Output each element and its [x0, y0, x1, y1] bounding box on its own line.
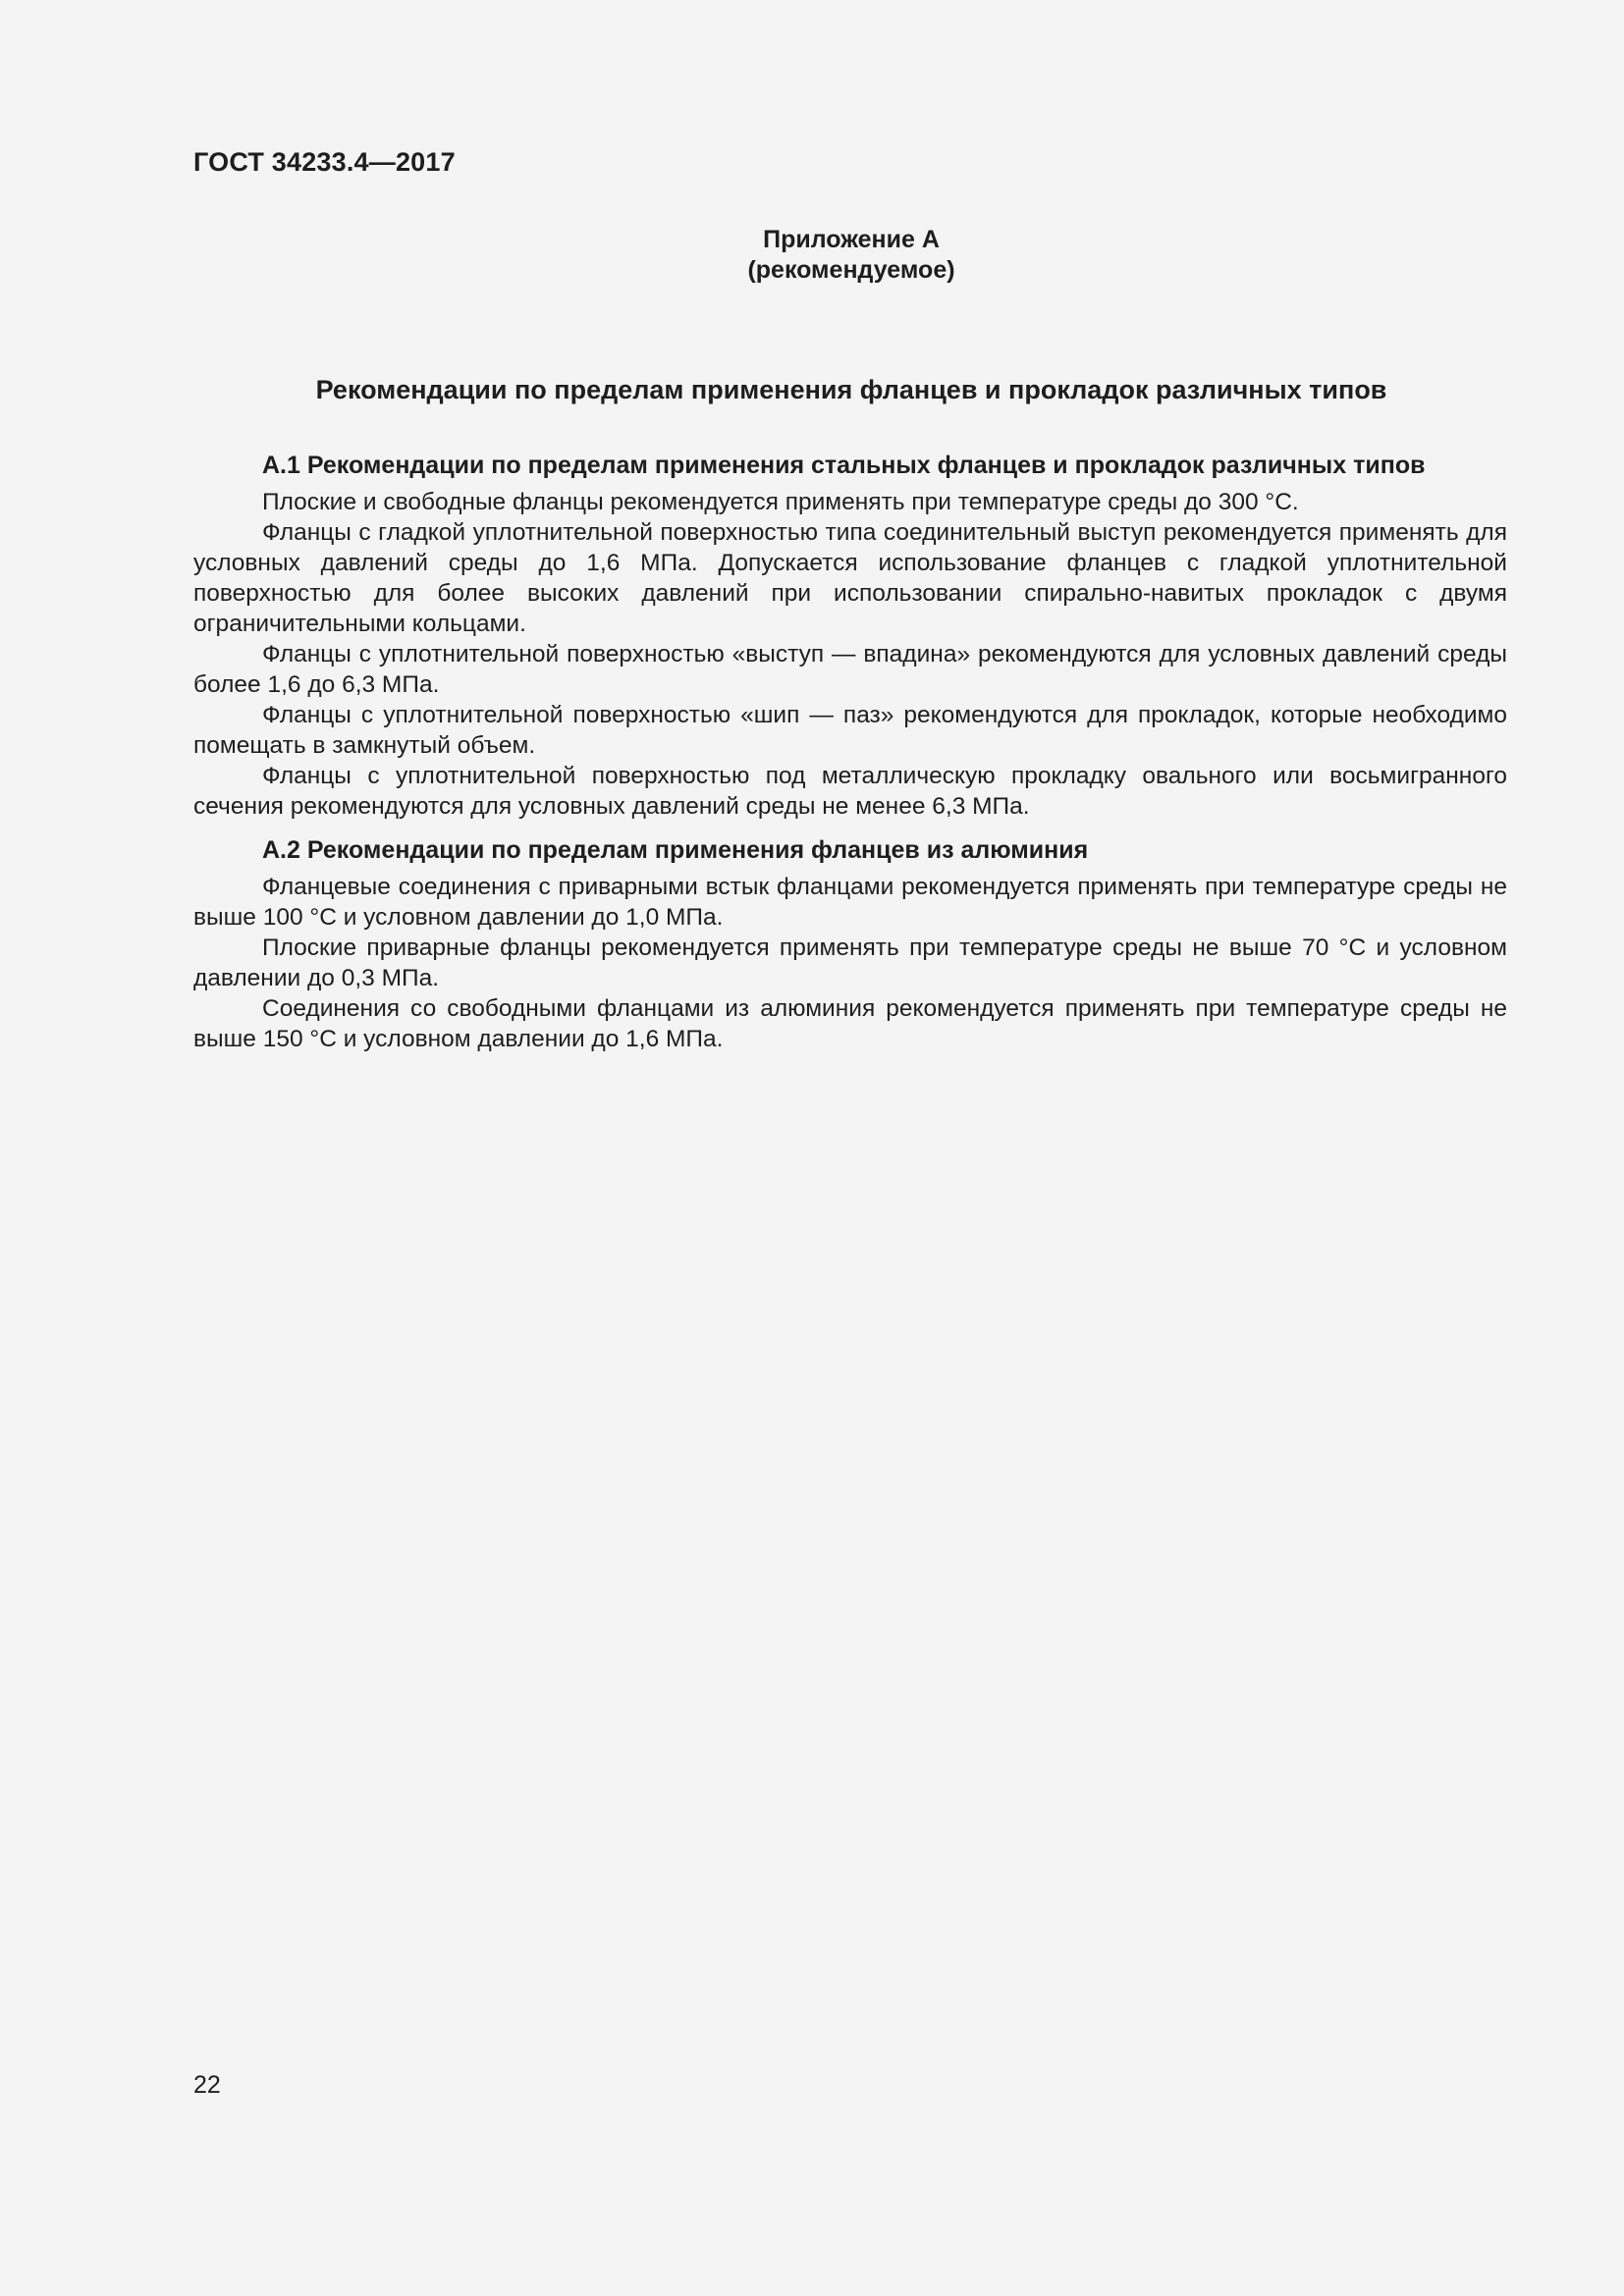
paragraph: Плоские и свободные фланцы рекомендуется применять при температуре среды до 300 °C. [262, 489, 1299, 515]
appendix-title: Приложение А [763, 226, 940, 253]
paragraph: Соединения со свободными фланцами из алюминия рекомендуется применять при температуре среды не выше 150 °C и условном давлении до 1,6 МПа. [193, 995, 1507, 1052]
section-a2 [193, 835, 1507, 1054]
paragraph: Фланцы с гладкой уплотнительной поверхностью типа соединительный выступ рекомендуется применять для условных давлений среды до 1,6 МПа. Допускается использование фланцев с гладкой уплотнительной поверхностью для более высоких давлений при использовании спирально-навитых прокладок с двумя ограничительными кольцами. [193, 519, 1507, 637]
paragraph: Фланцы с уплотнительной поверхностью под металлическую прокладку овального или восьмигранного сечения рекомендуются для условных давлений среды не менее 6,3 МПа. [193, 763, 1507, 820]
page-number: 22 [193, 2071, 221, 2099]
section-title: А.2 Рекомендации по пределам применения фланцев из алюминия [262, 836, 1089, 864]
paragraph: Фланцы с уплотнительной поверхностью «выступ — впадина» рекомендуются для условных давлений среды более 1,6 до 6,3 МПа. [193, 641, 1507, 698]
document-code: ГОСТ 34233.4—2017 [193, 147, 456, 177]
paragraph: Фланцы с уплотнительной поверхностью «шип — паз» рекомендуются для прокладок, которые необходимо помещать в замкнутый объем. [193, 702, 1507, 759]
section-a1 [193, 451, 1507, 822]
main-title: Рекомендации по пределам применения фланцев и прокладок различных типов [315, 375, 1387, 404]
document-body [193, 451, 1507, 1054]
paragraph: Фланцевые соединения с приварными встык фланцами рекомендуется применять при температуре среды не выше 100 °C и условном давлении до 1,0 МПа. [193, 874, 1507, 931]
appendix-status: (рекомендуемое) [747, 256, 955, 284]
section-title: А.1 Рекомендации по пределам применения стальных фланцев и прокладок различных типов [262, 452, 1426, 479]
paragraph: Плоские приварные фланцы рекомендуется применять при температуре среды не выше 70 °C и условном давлении до 0,3 МПа. [193, 934, 1507, 991]
appendix-heading [193, 225, 1509, 286]
